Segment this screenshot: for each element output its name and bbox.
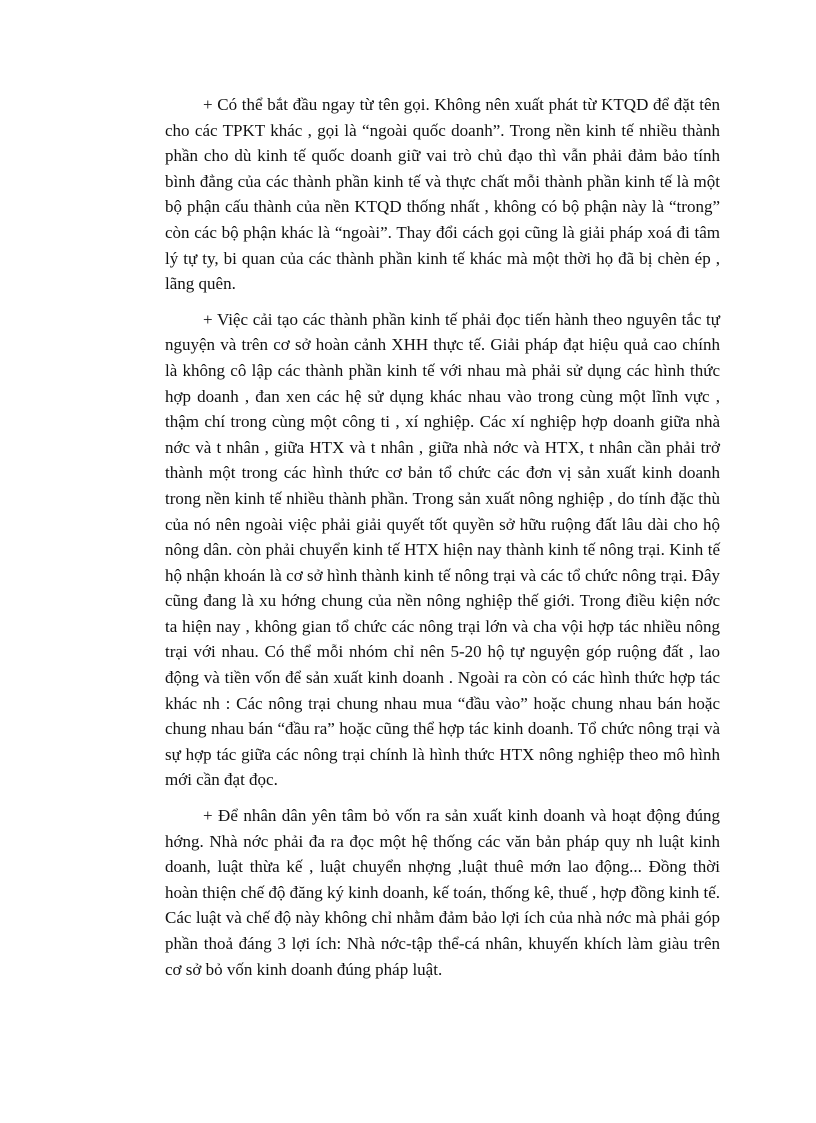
paragraph-economic-reform: + Việc cải tạo các thành phần kinh tế phải đọc tiến hành theo nguyên tắc tự nguyện và trên cơ sở hoàn cảnh XHH thực tế. Giải pháp đạt hiệu quả cao chính là không cô lập các thành phần kinh tế với nhau mà phải sử dụng các hình thức hợp doanh , đan xen các hệ sử dụng khác nhau vào trong cùng một lĩnh vực , thậm chí trong cùng một công ti , xí nghiệp. Các xí nghiệp hợp doanh giữa nhà nớc và t nhân , giữa HTX và t nhân , giữa nhà nớc và HTX, t nhân cần phải trở thành một trong các hình thức cơ bản tổ chức các đơn vị sản xuất kinh doanh trong nền kinh tế nhiều thành phần. Trong sản xuất nông nghiệp , do tính đặc thù của nó nên ngoài việc phải giải quyết tốt quyền sở hữu ruộng đất lâu dài cho hộ nông dân. còn phải chuyển kinh tế HTX hiện nay thành kinh tế nông trại. Kinh tế hộ nhận khoán là cơ sở hình thành kinh tế nông trại và các tổ chức nông trại. Đây cũng đang là xu hớng chung của nền nông nghiệp thế giới. Trong điều kiện nớc ta hiện nay , không gian tổ chức các nông trại lớn và cha vội hợp tác nhiều nông trại với nhau. Có thể mỗi nhóm chỉ nên 5-20 hộ tự nguyện góp ruộng đất , lao động và tiền vốn để sản xuất kinh doanh . Ngoài ra còn có các hình thức hợp tác khác nh : Các nông trại chung nhau mua “đầu vào” hoặc chung nhau bán hoặc chung nhau bán “đầu ra” hoặc cũng thể hợp tác kinh doanh. Tổ chức nông trại và sự hợp tác giữa các nông trại chính là hình thức HTX nông nghiệp theo mô hình mới cần đạt đọc. xyxy=(165,309,720,790)
paragraph-legal-framework: + Để nhân dân yên tâm bỏ vốn ra sản xuất kinh doanh và hoạt động đúng hớng. Nhà nớc phải đa ra đọc một hệ thống các văn bản pháp quy nh luật kinh doanh, luật thừa kế , luật chuyển nhợng ,luật thuê mớn lao động... Đồng thời hoàn thiện chế độ đăng ký kinh doanh, kế toán, thống kê, thuế , hợp đồng kinh tế. Các luật và chế độ này không chỉ nhằm đảm bảo lợi ích của nhà nớc mà phải góp phần thoả đáng 3 lợi ích: Nhà nớc-tập thể-cá nhân, khuyến khích làm giàu trên cơ sở bỏ vốn kinh doanh đúng pháp luật. xyxy=(165,806,720,979)
document-body xyxy=(165,92,720,992)
paragraph-naming: + Có thể bắt đầu ngay từ tên gọi. Không nên xuất phát từ KTQD để đặt tên cho các TPKT khác , gọi là “ngoài quốc doanh”. Trong nền kinh tế nhiều thành phần cho dù kinh tế quốc doanh giữ vai trò chủ đạo thì vẫn phải đảm bảo tính bình đẳng của các thành phần kinh tế và thực chất mỗi thành phần kinh tế là một bộ phận cấu thành của nền KTQD thống nhất , không có bộ phận này là “trong” còn các bộ phận khác là “ngoài”. Thay đổi cách gọi cũng là giải pháp xoá đi tâm lý tự ty, bi quan của các thành phần kinh tế khác mà một thời họ đã bị chèn ép , lãng quên. xyxy=(165,95,720,294)
